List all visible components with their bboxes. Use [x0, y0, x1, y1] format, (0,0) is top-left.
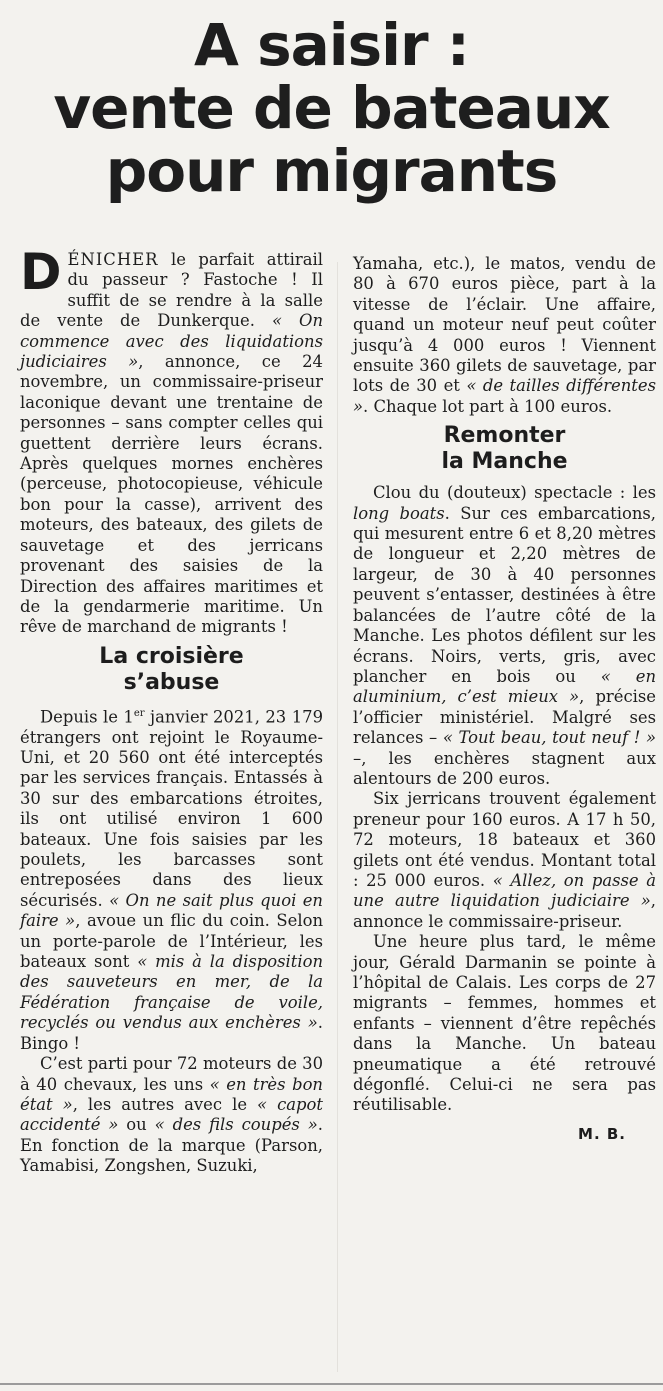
quote: « de tailles différentes » — [353, 376, 656, 416]
drop-cap: D — [20, 243, 62, 301]
paragraph-calais: Une heure plus tard, le même jour, Gérald Darmanin se pointe à l’hôpital de Calais. Les corps de 27 migrants – femmes, hommes et enfants – viennent d’être repêchés dans la Manche. Un bateau pneumatique a été retrouvé dégonflé. Celui-ci ne sera pas réutilisable. — [353, 932, 656, 1115]
quote: « mis à la disposition des sauveteurs en mer, de la Fédération française de voile, recyclés ou vendus aux enchères » — [20, 952, 324, 1033]
paragraph-total: Six jerricans trouvent également preneur pour 160 euros. A 17 h 50, 72 moteurs, 18 bateaux et 360 gilets ont été vendus. Montant total : 25 000 euros. « Allez, on passe à une autre liquidation judiciaire », annonce le commissaire-priseur. — [353, 789, 656, 931]
headline-line-2: vente de bateaux — [53, 74, 610, 142]
quote: « des fils coupés » — [154, 1115, 318, 1135]
paragraph-statistics: Depuis le 1er janvier 2021, 23 179 étrangers ont rejoint le Royaume-Uni, et 20 560 ont été interceptés par les services français. Entassés à 30 sur des embarcations étroites, ils ont utilisé environ 1 600 bateaux. Une fois saisies par les poulets, les barcasses sont entreposées dans des lieux sécurisés. « On ne sait plus quoi en faire », avoue un flic du coin. Selon un porte-parole de l’Intérieur, les bateaux sont « mis à la disposition des sauveteurs en mer, de la Fédération française de voile, recyclés ou vendus aux enchères ». Bingo ! — [20, 707, 324, 1053]
right-column — [353, 254, 656, 1144]
headline — [10, 11, 653, 205]
author-signature: M. B. — [578, 1124, 626, 1143]
quote: « Allez, on passe à une autre liquidation judiciaire » — [353, 870, 656, 911]
quote: « On ne sait plus quoi en faire » — [20, 890, 323, 931]
subheading-croisiere: La croisière s’abuse — [99, 643, 244, 695]
quote: « en très bon état » — [20, 1074, 323, 1114]
bottom-rule — [0, 1383, 663, 1385]
left-column — [20, 243, 324, 1177]
headline-line-1: A saisir : — [193, 11, 469, 79]
paragraph-motors: C’est parti pour 72 moteurs de 30 à 40 chevaux, les uns « en très bon état », les autres avec le « capot accidenté » ou « des fils coupés ». En fonction de la marque (Parson, Yamabisi, Zongshen, Suzuki, — [20, 1054, 323, 1176]
quote: « en aluminium, c’est mieux » — [353, 666, 657, 707]
column-divider — [337, 262, 338, 1372]
paragraph-intro: DÉNICHER le parfait attirail du passeur ? Fastoche ! Il suffit de se rendre à la salle de vente de Dunkerque. « On commence avec des liquidations judiciaires », annonce, ce 24 novembre, un commissaire-priseur laconique devant une trentaine de personnes – sans compter celles qui guettent derrière leurs écrans. Après quelques mornes enchères (perceuse, photocopieuse, véhicule bon pour la casse), arrivent des moteurs, des bateaux, des gilets de sauvetage et des jerricans provenant des saisies de la Direction des affaires maritimes et de la gendarmerie maritime. Un rêve de marchand de migrants ! — [20, 243, 323, 637]
lead-word: ÉNICHER — [67, 250, 159, 269]
paragraph-continued: Yamaha, etc.), le matos, vendu de 80 à 670 euros pièce, part à la vitesse de l’éclair. Une affaire, quand un moteur neuf peut coûter jusqu’à 4 000 euros ! Viennent ensuite 360 gilets de sauvetage, par lots de 30 et « de tailles différentes ». Chaque lot part à 100 euros. — [353, 254, 656, 416]
quote: « Tout beau, tout neuf ! » — [442, 728, 657, 748]
quote: « On commence avec des liquidations judiciaires » — [20, 311, 323, 372]
quote: « capot accidenté » — [20, 1094, 323, 1135]
headline-line-3: pour migrants — [105, 137, 558, 205]
paragraph-long-boats: Clou du (douteux) spectacle : les long boats. Sur ces embarcations, qui mesurent entre 6 et 8,20 mètres de longueur et 2,20 mètres de largeur, de 30 à 40 personnes peuvent s’entasser, destinées à être balancées de l’autre côté de la Manche. Les photos défilent sur les écrans. Noirs, verts, gris, avec plancher en bois ou « en aluminium, c’est mieux », précise l’officier ministériel. Malgré ses relances – « Tout beau, tout neuf ! » –, les enchères stagnent aux alentours de 200 euros. — [353, 483, 657, 788]
subheading-manche: Remonter la Manche — [441, 423, 568, 475]
